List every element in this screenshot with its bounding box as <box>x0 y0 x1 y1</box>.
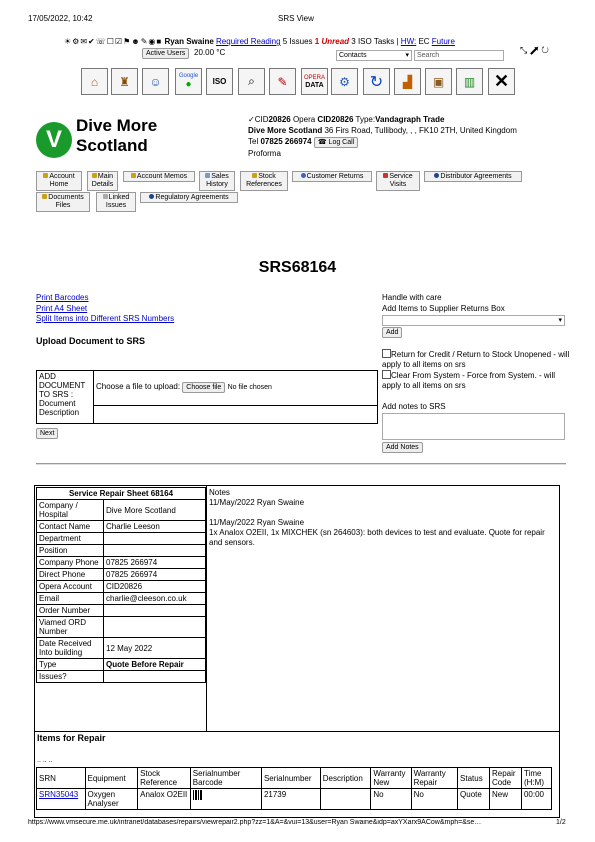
split-items-link[interactable]: Split Items into Different SRS Numbers <box>36 314 175 323</box>
header-tool-icons[interactable]: ⤡ ⬈ ↻ <box>520 45 549 55</box>
print-links <box>36 293 174 325</box>
iso-icon-label: ISO <box>212 77 227 86</box>
company-name: Dive More Scotland <box>248 126 323 135</box>
tab-stock-references[interactable] <box>240 171 288 191</box>
search-input[interactable]: Search <box>414 50 504 61</box>
return-credit-option[interactable] <box>382 349 572 370</box>
tab-label: Account Memos <box>136 173 188 180</box>
col-header: Warranty New <box>371 768 411 789</box>
document-description-input[interactable] <box>94 405 378 423</box>
print-page-title: SRS View <box>278 14 314 23</box>
row-value <box>104 533 206 545</box>
gear-icon[interactable]: ⚙ <box>331 68 358 95</box>
items-table <box>36 767 552 810</box>
row-value: Dive More Scotland <box>104 500 206 521</box>
upload-heading: Upload Document to SRS <box>36 336 146 346</box>
tab-label: Customer Returns <box>306 173 364 180</box>
log-call-label: Log Call <box>328 139 355 146</box>
row-label: Viamed ORD Number <box>37 617 104 638</box>
iso-tasks: 3 ISO Tasks | <box>351 37 399 46</box>
col-header: Repair Code <box>490 768 522 789</box>
row-label: Opera Account <box>37 581 104 593</box>
future-link[interactable]: Future <box>431 37 455 46</box>
issues-count: 5 Issues <box>282 37 313 46</box>
srn-link[interactable]: SRN35043 <box>39 790 79 799</box>
chevron-down-icon: ▾ <box>405 52 409 59</box>
close-x-icon[interactable]: ✕ <box>488 68 515 95</box>
row-label: Company / Hospital <box>37 500 104 521</box>
row-label: Company Phone <box>37 557 104 569</box>
col-header: Serialnumber <box>261 768 320 789</box>
iso-icon[interactable] <box>206 68 233 95</box>
refresh-icon[interactable]: ↻ <box>363 68 390 95</box>
tab-label: Main Details <box>91 173 114 188</box>
contacts-select-value: Contacts <box>339 52 367 59</box>
print-barcodes-link[interactable]: Print Barcodes <box>36 293 89 302</box>
sales-history-icon <box>205 173 210 178</box>
row-value: 07825 266974 <box>104 569 206 581</box>
trader-icon[interactable]: ♜ <box>111 68 138 95</box>
type-value: Vandagraph Trade <box>375 115 445 124</box>
distributor-agreements-icon <box>434 173 439 178</box>
hw-link[interactable]: HW: <box>400 37 417 46</box>
opera-cid: CID20826 <box>317 115 354 124</box>
account-home-icon <box>43 173 48 178</box>
customer-returns-icon <box>301 173 306 178</box>
small-toolbar-icons[interactable]: ☀⚙✉✔☏☐☑⚑☻✎◉■ <box>64 37 163 46</box>
tab-distributor-agreements[interactable] <box>424 171 522 182</box>
opera-label: Opera <box>290 115 318 124</box>
google-icon[interactable]: Google ● <box>175 68 202 95</box>
row-label: Order Number <box>37 605 104 617</box>
srs-sheet-title: Service Repair Sheet 68164 <box>37 488 206 500</box>
tab-customer-returns[interactable] <box>292 171 372 182</box>
opera-icon-label: OPERA <box>303 74 325 81</box>
row-value: CID20826 <box>104 581 206 593</box>
chevron-down-icon: ▾ <box>558 317 562 324</box>
upload-label: ADD DOCUMENT TO SRS : Document Description <box>37 371 94 424</box>
col-header: Stock Reference <box>138 768 191 789</box>
cid-prefix: ✓CID <box>248 115 269 124</box>
upload-cell <box>94 371 378 406</box>
required-reading-link[interactable]: Required Reading <box>216 37 281 46</box>
barcode-cell <box>190 789 261 810</box>
time-cell: 00:00 <box>521 789 551 810</box>
data-icon-label: DATA <box>305 81 324 89</box>
col-header: Status <box>458 768 490 789</box>
company-tel: 07825 266974 <box>260 137 312 146</box>
proforma-label: Proforma <box>248 149 281 158</box>
logo-line2: Scotland <box>76 136 148 155</box>
col-header: SRN <box>37 768 86 789</box>
stock-ref-cell: Analox O2EII <box>138 789 191 810</box>
pencil-icon[interactable]: ✎ <box>269 68 296 95</box>
items-divider <box>34 731 560 732</box>
supplier-returns-box-select[interactable] <box>382 315 565 326</box>
barcode-icon <box>193 790 203 800</box>
add-notes-button[interactable]: Add Notes <box>382 442 423 453</box>
main-details-icon <box>92 173 97 178</box>
tab-main-details[interactable] <box>87 171 118 191</box>
row-label: Issues? <box>37 671 104 683</box>
items-header-row <box>37 768 552 789</box>
row-label: Direct Phone <box>37 569 104 581</box>
warranty-new-cell: No <box>371 789 411 810</box>
google-icon-label: Google <box>178 73 199 79</box>
row-value: 12 May 2022 <box>104 638 206 659</box>
active-users-button[interactable]: Active Users <box>142 48 189 59</box>
col-header: Description <box>320 768 371 789</box>
tab-label: Account Home <box>49 173 75 188</box>
row-value: charlie@cleeson.co.uk <box>104 593 206 605</box>
stock-references-icon <box>252 173 257 178</box>
log-call-button[interactable] <box>314 137 358 148</box>
tab-account-home[interactable] <box>36 171 82 191</box>
add-to-box-button[interactable]: Add <box>382 327 402 338</box>
chart-icon[interactable]: ▟ <box>394 68 421 95</box>
clear-from-system-option[interactable] <box>382 370 572 391</box>
row-value <box>104 605 206 617</box>
regulatory-agreements-icon <box>149 194 154 199</box>
items-heading: Items for Repair <box>37 733 106 743</box>
type-label: Type: <box>353 115 376 124</box>
box-icon[interactable]: ▣ <box>425 68 452 95</box>
tab-label: Documents Files <box>48 194 84 209</box>
handle-with-care: Handle with care <box>382 293 442 302</box>
tab-label: Regulatory Agreements <box>155 194 229 201</box>
add-notes-textarea[interactable] <box>382 413 565 440</box>
row-label: Date Received Into building <box>37 638 104 659</box>
company-address: 36 Firs Road, Tullibody, , , FK10 2TH, United Kingdom <box>322 126 517 135</box>
tab-linked-issues[interactable] <box>96 192 136 212</box>
note-entry: 1x Analox O2EII, 1x MIXCHEK (sn 264603): both devices to test and evaluate. Quote for repair and sensors. <box>209 528 545 547</box>
row-value <box>104 671 206 683</box>
return-credit-label: Return for Credit / Return to Stock Unopened - will apply to all items on srs <box>382 350 570 369</box>
current-user: Ryan Swaine <box>164 37 214 46</box>
contacts-select[interactable] <box>336 50 412 61</box>
row-value: 07825 266974 <box>104 557 206 569</box>
add-notes-label: Add notes to SRS <box>382 402 446 411</box>
company-logo-icon: V <box>36 122 72 158</box>
logo-line1: Dive More <box>76 116 158 135</box>
company-logo-text <box>76 116 157 156</box>
status-cell: Quote <box>458 789 490 810</box>
cid-number: 20826 <box>268 115 291 124</box>
note-entry: 11/May/2022 Ryan Swaine <box>209 518 305 527</box>
row-label: Position <box>37 545 104 557</box>
tab-label: Sales History <box>206 173 229 188</box>
return-credit-checkbox[interactable] <box>382 349 391 358</box>
ec-label: EC <box>418 37 430 46</box>
equipment-cell: Oxygen Analyser <box>85 789 138 810</box>
col-header: Time (H:M) <box>521 768 551 789</box>
row-value: Charlie Leeson <box>104 521 206 533</box>
no-file-chosen: No file chosen <box>227 384 272 392</box>
srs-details-table <box>36 487 206 683</box>
tab-regulatory-agreements[interactable] <box>140 192 238 203</box>
users-icon[interactable]: ☺ <box>142 68 169 95</box>
col-header: Warranty Repair <box>411 768 457 789</box>
warranty-repair-cell: No <box>411 789 457 810</box>
row-label: Contact Name <box>37 521 104 533</box>
repair-code-cell: New <box>490 789 522 810</box>
tab-label: Stock References <box>246 173 282 188</box>
description-cell <box>320 789 371 810</box>
phone-icon: ☎ <box>317 139 327 146</box>
magnifier-icon[interactable]: ⌕ <box>238 68 265 95</box>
tab-account-memos[interactable] <box>123 171 195 182</box>
tel-label: Tel <box>248 137 261 146</box>
next-button[interactable]: Next <box>36 428 58 439</box>
service-visits-icon <box>383 173 388 178</box>
row-value: Quote Before Repair <box>104 659 206 671</box>
upload-table <box>36 370 378 424</box>
clear-from-system-label: Clear From System - Force from System. - will apply to all items on srs <box>382 371 556 390</box>
documents-files-icon <box>42 194 47 199</box>
section-divider <box>36 463 566 465</box>
srs-number-title: SRS68164 <box>258 259 337 276</box>
tab-sales-history[interactable] <box>199 171 235 191</box>
tab-documents-files[interactable] <box>36 192 90 212</box>
row-label: Email <box>37 593 104 605</box>
tab-label: Service Visits <box>389 173 413 188</box>
choose-file-button[interactable]: Choose file <box>182 382 225 393</box>
row-value <box>104 617 206 638</box>
notes-heading: Notes <box>209 488 230 497</box>
tab-label: Distributor Agreements <box>440 173 512 180</box>
col-header: Equipment <box>85 768 138 789</box>
opera-data-icon[interactable] <box>301 68 328 95</box>
add-items-label: Add Items to Supplier Returns Box <box>382 304 505 313</box>
row-label: Department <box>37 533 104 545</box>
unread-label: Unread <box>321 37 350 46</box>
company-details <box>248 114 568 159</box>
table-row <box>37 789 552 810</box>
row-label: Type <box>37 659 104 671</box>
notes-content <box>209 488 559 548</box>
temperature: 20.00 °C <box>194 48 226 57</box>
choose-file-text: Choose a file to upload: <box>96 382 181 392</box>
serial-cell: 21739 <box>261 789 320 810</box>
tab-label: Linked Issues <box>105 194 130 209</box>
footer-url: https://www.vmsecure.me.uk/intranet/databases/repairs/viewrepair2.php?zz=1&A=&vui=13&user=Ryan Swaine&idp=axYXarx9ACow&mph=&se… <box>28 819 482 826</box>
home-icon[interactable]: ⌂ <box>81 68 108 95</box>
tab-service-visits[interactable] <box>376 171 420 191</box>
row-value <box>104 545 206 557</box>
top-status-bar <box>64 37 455 46</box>
unread-count: 1 <box>314 37 320 46</box>
print-datetime: 17/05/2022, 10:42 <box>28 14 93 23</box>
linked-issues-icon <box>103 194 108 199</box>
book-icon[interactable]: ▥ <box>456 68 483 95</box>
note-entry: 11/May/2022 Ryan Swaine <box>209 498 305 507</box>
print-a4-link[interactable]: Print A4 Sheet <box>36 303 88 313</box>
account-memos-icon <box>131 173 136 178</box>
page-count: 1/2 <box>556 819 566 826</box>
clear-from-system-checkbox[interactable] <box>382 370 391 379</box>
col-header: Serialnumber Barcode <box>190 768 261 789</box>
items-ellipsis: .. .. .. <box>37 757 53 764</box>
